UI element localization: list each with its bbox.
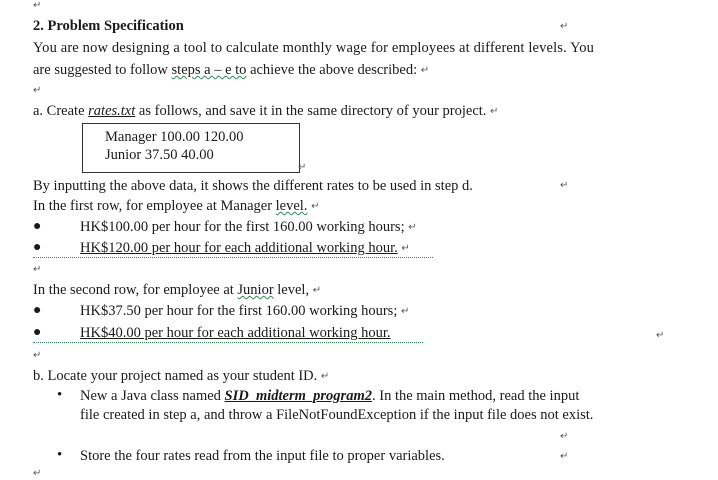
paragraph-mark: ↵ xyxy=(401,243,410,254)
step-a: a. Create rates.txt as follows, and save it in the same directory of your project. ↵ xyxy=(33,103,499,119)
class-name: SID_midterm_program2 xyxy=(224,388,372,404)
bullet-icon: ● xyxy=(33,240,42,255)
paragraph-mark: ↵ xyxy=(400,306,410,317)
bullet-icon: • xyxy=(57,447,63,463)
rates-row-junior: Junior 37.50 40.00 xyxy=(105,147,214,163)
paragraph-mark: ↵ xyxy=(33,350,42,361)
paragraph-mark: ↵ xyxy=(33,264,42,275)
paragraph-mark: ↵ xyxy=(33,468,42,479)
rates-explanation: By inputting the above data, it shows the different rates to be used in step d. xyxy=(33,178,473,194)
intro-line-1: You are now designing a tool to calculate monthly wage for employees at different levels. You xyxy=(33,40,595,56)
step-b-bullet-1-cont: file created in step a, and throw a FileNotFoundException if the input file does not exist. xyxy=(80,407,594,423)
manager-rate-2: HK$120.00 per hour for each additional working hour. ↵ xyxy=(80,240,410,256)
paragraph-mark: ↵ xyxy=(656,330,665,341)
paragraph-mark: ↵ xyxy=(33,85,42,96)
paragraph-mark: ↵ xyxy=(408,222,417,233)
junior-word: Junior xyxy=(237,282,274,298)
paragraph-mark: ↵ xyxy=(560,431,569,442)
paragraph-mark: ↵ xyxy=(560,451,569,462)
step-b-bullet-1: New a Java class named SID_midterm_program2. In the main method, read the input xyxy=(80,388,580,404)
paragraph-mark: ↵ xyxy=(560,180,569,191)
steps-reference: steps a – e to xyxy=(171,62,247,78)
paragraph-mark: ↵ xyxy=(420,65,430,76)
manager-intro: In the first row, for employee at Manager level. ↵ xyxy=(33,198,320,214)
manager-level-word: level. xyxy=(275,198,308,214)
format-marker-line xyxy=(33,342,423,343)
junior-intro: In the second row, for employee at Junior level, ↵ xyxy=(33,282,322,298)
section-heading xyxy=(33,17,184,35)
step-b-bullet-2: Store the four rates read from the input file to proper variables. xyxy=(80,448,445,464)
intro-line-2: are suggested to follow steps a – e to achieve the above described: ↵ xyxy=(33,62,430,78)
paragraph-mark: ↵ xyxy=(320,371,330,382)
rates-filename: rates.txt xyxy=(88,103,136,119)
junior-rate-1: HK$37.50 per hour for the first 160.00 working hours; ↵ xyxy=(80,303,410,319)
bullet-icon: • xyxy=(57,387,63,403)
heading-text: 2. Problem Specification xyxy=(33,18,184,34)
rates-row-manager: Manager 100.00 120.00 xyxy=(105,129,244,145)
paragraph-mark: ↵ xyxy=(312,285,322,296)
paragraph-mark: ↵ xyxy=(311,201,320,212)
manager-rate-1: HK$100.00 per hour for the first 160.00 working hours; ↵ xyxy=(80,219,417,235)
paragraph-mark: ↵ xyxy=(560,21,569,32)
rates-file-box xyxy=(82,123,300,173)
bullet-icon: ● xyxy=(33,325,42,340)
step-b-title: b. Locate your project named as your student ID. ↵ xyxy=(33,368,330,384)
paragraph-mark: ↵ xyxy=(33,0,42,11)
bullet-icon: ● xyxy=(33,303,42,318)
junior-rate-2: HK$40.00 per hour for each additional working hour. xyxy=(80,325,391,341)
paragraph-mark: ↵ xyxy=(298,162,307,173)
bullet-icon: ● xyxy=(33,219,42,234)
paragraph-mark: ↵ xyxy=(490,106,499,117)
format-marker-line xyxy=(33,257,433,258)
